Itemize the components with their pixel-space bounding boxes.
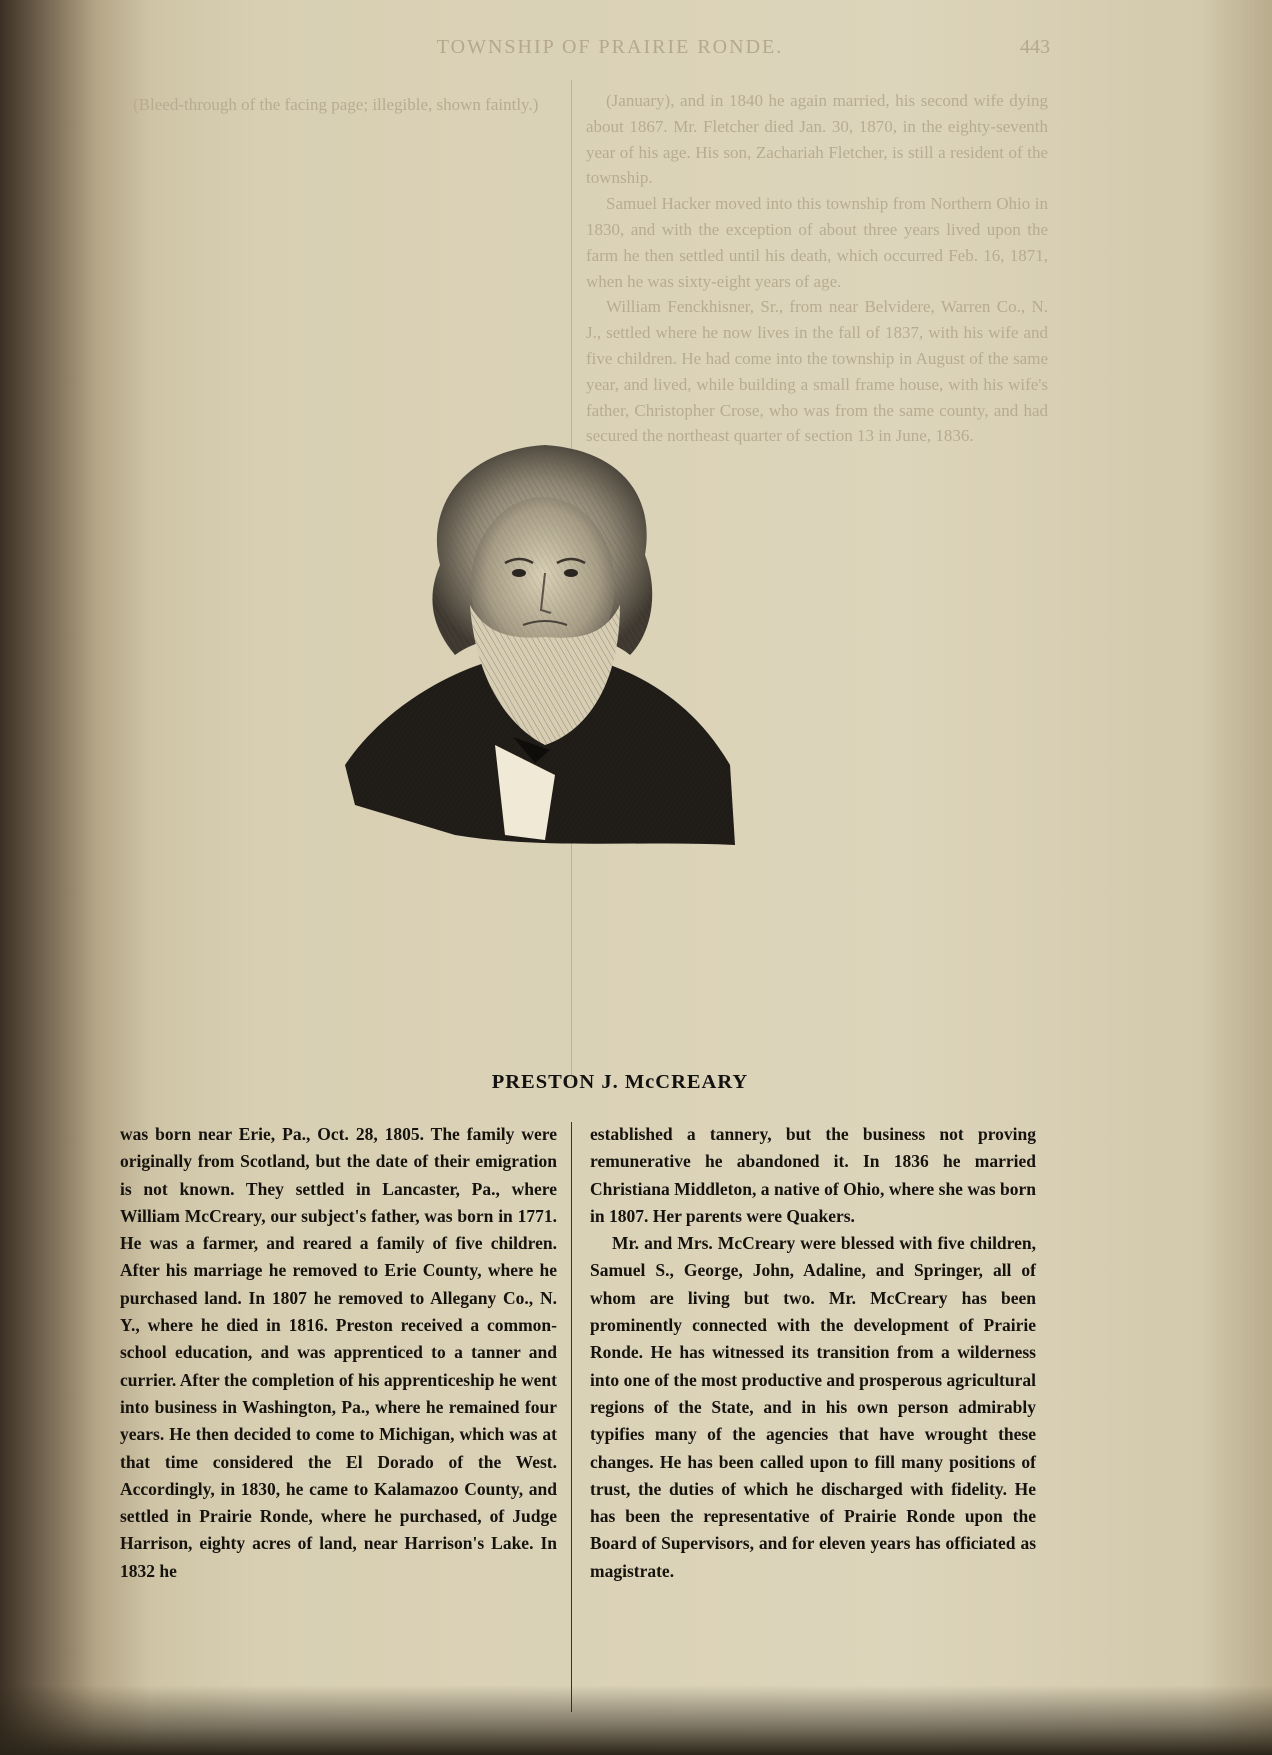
bleed-through-right-paragraph-1: (January), and in 1840 he again married, his second wife dying about 1867. Mr. Fletcher died Jan. 30, 1870, in the eighty-seventh year of his age. His son, Zachariah Fletcher, is still a resident of the township. <box>586 91 1048 188</box>
bleed-through-left-paragraph: (Bleed-through of the facing page; illegible, shown faintly.) <box>133 95 539 114</box>
article-left-paragraph: was born near Erie, Pa., Oct. 28, 1805. The family were originally from Scotland, but the date of their emigration is not known. They settled in Lancaster, Pa., where William McCreary, our subject's father, was born in 1771. He was a farmer, and reared a family of five children. After his marriage he removed to Erie County, where he purchased land. In 1807 he removed to Allegany Co., N. Y., where he died in 1816. Preston received a common-school education, and was apprenticed to a tanner and currier. After the completion of his apprenticeship he went into business in Washington, Pa., where he remained four years. He then decided to come to Michigan, which was at that time considered the El Dorado of the West. Accordingly, in 1830, he came to Kalamazoo County, and settled in Prairie Ronde, where he purchased, of Judge Harrison, eighty acres of land, near Harrison's Lake. In 1832 he <box>120 1124 557 1581</box>
page-number: 443 <box>1020 36 1050 58</box>
bleed-through-right-paragraph-3: William Fenckhisner, Sr., from near Belvidere, Warren Co., N. J., settled where he now lives in the fall of 1837, with his wife and five children. He had come into the township in August of the same year, and lived, while building a small frame house, with his wife's father, Christopher Crose, who was from the same county, and had secured the northeast quarter of section 13 in June, 1836. <box>586 297 1048 446</box>
article-right-paragraph-1: established a tannery, but the business not proving remunerative he abandoned it. In 1836 he married Christiana Middleton, a native of Ohio, where she was born in 1807. Her parents were Quakers. <box>590 1124 1036 1226</box>
portrait-engraving <box>345 445 745 915</box>
column-rule-lower <box>571 1122 572 1712</box>
portrait-caption: PRESTON J. McCREARY <box>491 1071 749 1093</box>
running-head-title: TOWNSHIP OF PRAIRIE RONDE. <box>436 36 784 58</box>
article-right-paragraph-2: Mr. and Mrs. McCreary were blessed with five children, Samuel S., George, John, Adaline, and Springer, all of whom are living but two. Mr. McCreary has been prominently connected with the development of Prairie Ronde. He has witnessed its transition from a wilderness into one of the most productive and prosperous agricultural regions of the State, and in his own person admirably typifies many of the agencies that have wrought these changes. He has been called upon to fill many positions of trust, the duties of which he discharged with fidelity. He has been the representative of Prairie Ronde upon the Board of Supervisors, and for eleven years has officiated as magistrate. <box>590 1233 1036 1581</box>
article-left-column <box>120 1121 557 1585</box>
article-right-column <box>590 1121 1036 1585</box>
bleed-through-right-paragraph-2: Samuel Hacker moved into this township from Northern Ohio in 1830, and with the exception of about three years lived upon the farm he then settled until his death, which occurred Feb. 16, 1871, when he was sixty-eight years of age. <box>586 194 1048 291</box>
